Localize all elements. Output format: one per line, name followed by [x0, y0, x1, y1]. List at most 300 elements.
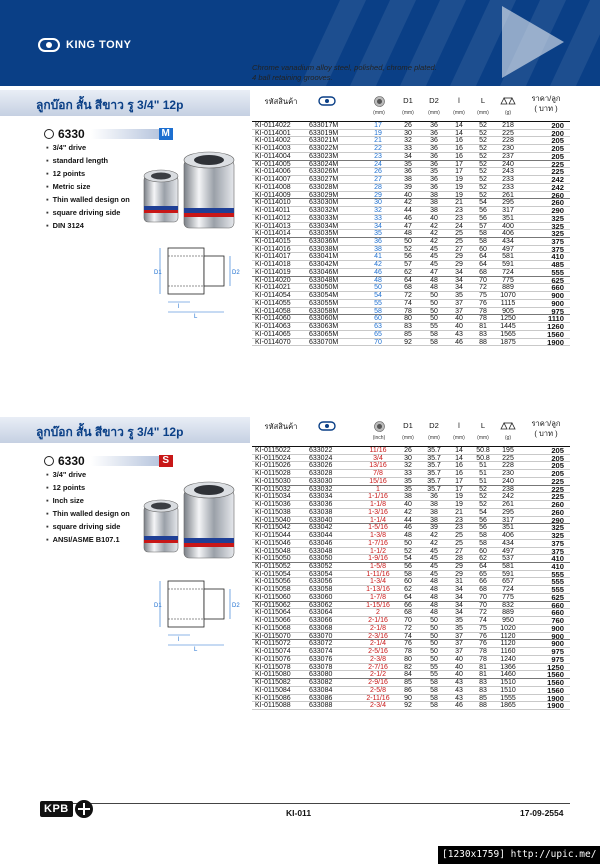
cell-price: 410 — [551, 252, 564, 262]
watermark: [1230x1759] http://upic.me/ — [438, 846, 600, 864]
cell-ref: 633054 — [309, 570, 333, 578]
cell-weight: 1120 — [500, 640, 516, 648]
cell-l1: 35 — [455, 624, 463, 632]
inch-tag: S — [159, 455, 173, 467]
cell-l1: 34 — [455, 601, 463, 609]
cell-d1: 56 — [404, 563, 412, 571]
cell-l1: 34 — [455, 609, 463, 617]
cell-size: 60 — [374, 315, 382, 323]
cell-code: KI-0114021 — [255, 284, 291, 292]
cell-l1: 17 — [455, 160, 463, 168]
cell-d2: 45 — [430, 245, 438, 253]
cell-price: 975 — [551, 654, 564, 664]
brand-logo — [38, 38, 131, 52]
cell-size: 1-3/16 — [368, 508, 388, 516]
table-row — [252, 447, 570, 455]
cell-d2: 38 — [430, 207, 438, 215]
cell-l1: 17 — [455, 168, 463, 176]
table-row — [252, 555, 570, 563]
cell-weight: 295 — [502, 199, 514, 207]
cell-size: 2-1/2 — [370, 671, 386, 679]
cell-l1: 37 — [455, 307, 463, 315]
cell-l: 75 — [479, 624, 487, 632]
cell-code: KI-0115050 — [255, 555, 291, 563]
cell-ref: 633021M — [309, 137, 339, 145]
cell-size: 42 — [374, 261, 382, 269]
cell-l: 78 — [479, 655, 487, 663]
cell-d2: 36 — [430, 145, 438, 153]
table-row — [252, 238, 570, 246]
table-header — [252, 415, 570, 447]
dimension-diagram-inch — [150, 575, 238, 651]
cell-size: 2-7/16 — [368, 663, 388, 671]
cell-l1: 24 — [455, 222, 463, 230]
cell-d2: 48 — [430, 284, 438, 292]
table-row — [252, 695, 570, 703]
cell-d2: 45 — [430, 547, 438, 555]
cell-d2: 50 — [430, 655, 438, 663]
cell-l: 58 — [479, 238, 487, 246]
cell-size: 2-3/8 — [370, 655, 386, 663]
cell-size: 29 — [374, 191, 382, 199]
cell-size: 2-5/8 — [370, 686, 386, 694]
cell-ref: 633040 — [309, 516, 333, 524]
table-row — [252, 145, 570, 153]
cell-size: 55 — [374, 299, 382, 307]
cell-l1: 23 — [455, 516, 463, 524]
cell-d1: 76 — [404, 640, 412, 648]
cell-d2: 42 — [430, 532, 438, 540]
weight-icon — [495, 96, 521, 107]
cell-weight: 581 — [502, 253, 514, 261]
cell-l: 76 — [479, 640, 487, 648]
metric-size-table — [252, 90, 570, 346]
table-row — [252, 168, 570, 176]
table-row — [252, 548, 570, 556]
cell-size: 54 — [374, 292, 382, 300]
cell-code: KI-0115026 — [255, 462, 291, 470]
cell-d1: 90 — [404, 694, 412, 702]
cell-l: 70 — [479, 601, 487, 609]
cell-l1: 29 — [455, 261, 463, 269]
circle-icon — [44, 456, 54, 466]
cell-d1: 40 — [404, 501, 412, 509]
cell-size: 1-11/16 — [366, 570, 390, 578]
cell-weight: 1120 — [500, 632, 516, 640]
table-row — [252, 277, 570, 285]
cell-l1: 28 — [455, 555, 463, 563]
table-row — [252, 315, 570, 323]
brand-name: KING TONY — [66, 39, 132, 51]
cell-ref: 633055M — [309, 299, 339, 307]
cell-weight: 581 — [502, 563, 514, 571]
table-row — [252, 462, 570, 470]
cell-l: 51 — [479, 470, 487, 478]
cell-l: 50.8 — [476, 447, 490, 454]
cell-weight: 889 — [502, 284, 514, 292]
cell-d2: 58 — [430, 702, 438, 710]
cell-weight: 233 — [502, 176, 514, 184]
cell-d2: 35.7 — [427, 470, 441, 478]
cell-d2: 35.7 — [427, 477, 441, 485]
cell-ref: 633022M — [309, 145, 339, 153]
cell-d1: 64 — [404, 593, 412, 601]
cell-l: 56 — [479, 207, 487, 215]
cell-code: KI-0115064 — [255, 609, 291, 617]
cell-price: 225 — [551, 159, 564, 169]
cell-l1: 25 — [455, 238, 463, 246]
cell-code: KI-0115056 — [255, 578, 291, 586]
feature-item: ▪ 12 points — [46, 481, 130, 494]
cell-code: KI-0114009 — [255, 191, 291, 199]
cell-d1: 52 — [404, 547, 412, 555]
cell-d2: 58 — [430, 694, 438, 702]
cell-weight: 238 — [502, 485, 514, 493]
cell-price: 1260 — [547, 322, 564, 332]
cell-d2: 36 — [430, 122, 438, 129]
cell-weight: 228 — [502, 462, 514, 470]
cell-weight: 1070 — [500, 292, 516, 300]
cell-d1: 66 — [404, 601, 412, 609]
cell-d1: 80 — [404, 315, 412, 323]
cell-code: KI-0115072 — [255, 640, 291, 648]
cell-d2: 50 — [430, 617, 438, 625]
cell-weight: 225 — [502, 129, 514, 137]
inch-section-title: ลูกบ๊อก สั้น สีขาว รู 3/4" 12p — [36, 425, 184, 439]
cell-size: 38 — [374, 245, 382, 253]
cell-size: 2-3/16 — [368, 632, 388, 640]
cell-weight: 1020 — [500, 624, 516, 632]
cell-ref: 633032 — [309, 485, 333, 493]
cell-l1: 34 — [455, 276, 463, 284]
cell-d2: 35 — [430, 168, 438, 176]
cell-price: 1560 — [547, 685, 564, 695]
table-row — [252, 594, 570, 602]
cell-l: 72 — [479, 609, 487, 617]
cell-ref: 633017M — [309, 122, 339, 129]
cell-price: 205 — [551, 144, 564, 154]
table-row — [252, 176, 570, 184]
cell-l: 85 — [479, 694, 487, 702]
cell-d1: 26 — [404, 122, 412, 129]
cell-price: 200 — [551, 128, 564, 138]
cell-l: 52 — [479, 129, 487, 137]
cell-l1: 25 — [455, 230, 463, 238]
cell-d2: 36 — [430, 176, 438, 184]
l1-label: l — [178, 304, 180, 310]
cell-ref: 633048M — [309, 276, 339, 284]
cell-l: 75 — [479, 292, 487, 300]
cell-price: 1110 — [547, 314, 564, 324]
cell-l: 81 — [479, 323, 487, 331]
cell-d2: 50 — [430, 632, 438, 640]
cell-d1: 84 — [404, 671, 412, 679]
cell-l1: 14 — [455, 454, 463, 462]
table-row — [252, 633, 570, 641]
cell-d2: 48 — [430, 586, 438, 594]
cell-d2: 35.7 — [427, 454, 441, 462]
cell-price: 242 — [551, 182, 564, 192]
inch-section-banner — [0, 417, 250, 443]
table-row — [252, 184, 570, 192]
cell-d1: 56 — [404, 253, 412, 261]
cell-ref: 633052 — [309, 563, 333, 571]
cell-ref: 633028M — [309, 183, 339, 191]
cell-weight: 230 — [502, 470, 514, 478]
cell-d1: 33 — [404, 145, 412, 153]
cell-weight: 237 — [502, 152, 514, 160]
cell-l1: 16 — [455, 145, 463, 153]
cell-price: 225 — [551, 492, 564, 502]
cell-size: 21 — [374, 137, 382, 145]
cell-l1: 19 — [455, 176, 463, 184]
cell-l: 70 — [479, 593, 487, 601]
cell-ref: 633050 — [309, 555, 333, 563]
cell-size: 50 — [374, 284, 382, 292]
cell-ref: 633048 — [309, 547, 333, 555]
cell-ref: 633022 — [309, 447, 333, 454]
cell-code: KI-0114001 — [255, 129, 291, 137]
table-row — [252, 640, 570, 648]
cell-d1: 72 — [404, 624, 412, 632]
cell-price: 242 — [551, 175, 564, 185]
cell-price: 900 — [551, 623, 564, 633]
table-row — [252, 617, 570, 625]
cell-d1: 85 — [404, 330, 412, 338]
cell-d1: 47 — [404, 222, 412, 230]
cell-size: 13/16 — [369, 462, 387, 470]
table-row — [252, 671, 570, 679]
col-code: รหัสสินค้า — [264, 422, 298, 431]
cell-code: KI-0114058 — [255, 307, 291, 315]
cell-ref: 633034 — [309, 493, 333, 501]
cell-d2: 50 — [430, 648, 438, 656]
cell-l1: 19 — [455, 501, 463, 509]
cell-l: 52 — [479, 160, 487, 168]
cell-ref: 633066 — [309, 617, 333, 625]
socket-end-icon — [362, 421, 396, 434]
cell-l1: 40 — [455, 655, 463, 663]
col-d2-unit: (mm) — [428, 435, 440, 441]
cell-weight: 351 — [502, 214, 514, 222]
cell-weight: 225 — [502, 454, 514, 462]
table-row — [252, 625, 570, 633]
cell-weight: 1445 — [500, 323, 516, 331]
cell-d2: 35.7 — [427, 447, 441, 454]
cell-size: 58 — [374, 307, 382, 315]
cell-d2: 36 — [430, 152, 438, 160]
cell-l: 78 — [479, 648, 487, 656]
cell-code: KI-0115074 — [255, 648, 291, 656]
cell-l: 78 — [479, 315, 487, 323]
cell-d1: 86 — [404, 686, 412, 694]
cell-d2: 42 — [430, 539, 438, 547]
cell-size: 33 — [374, 214, 382, 222]
cell-l: 88 — [479, 338, 487, 346]
cell-l: 64 — [479, 563, 487, 571]
series-code: 6330 — [58, 454, 85, 468]
table-row — [252, 648, 570, 656]
table-row — [252, 130, 570, 138]
cell-ref: 633024 — [309, 454, 333, 462]
cell-l1: 25 — [455, 532, 463, 540]
table-row — [252, 664, 570, 672]
cell-size: 2-9/16 — [368, 679, 388, 687]
cell-price: 660 — [551, 608, 564, 618]
col-l1: l — [458, 96, 460, 105]
cell-price: 555 — [551, 585, 564, 595]
cell-d2: 50 — [430, 640, 438, 648]
cell-code: KI-0114055 — [255, 299, 291, 307]
cell-weight: 261 — [502, 191, 514, 199]
cell-weight: 724 — [502, 268, 514, 276]
cell-weight: 497 — [502, 547, 514, 555]
cell-code: KI-0115076 — [255, 655, 291, 663]
cell-l1: 40 — [455, 315, 463, 323]
cell-price: 325 — [551, 213, 564, 223]
cell-size: 70 — [374, 338, 382, 346]
cell-d2: 36 — [430, 183, 438, 191]
cell-l1: 14 — [455, 447, 463, 454]
cell-weight: 657 — [502, 578, 514, 586]
cell-weight: 317 — [502, 207, 514, 215]
table-row — [252, 687, 570, 695]
table-row — [252, 261, 570, 269]
cell-size: 1-1/2 — [370, 547, 386, 555]
table-row — [252, 122, 570, 130]
cell-d1: 34 — [404, 152, 412, 160]
cell-d1: 35 — [404, 477, 412, 485]
cell-size: 63 — [374, 323, 382, 331]
col-d2: D2 — [429, 421, 439, 430]
cell-weight: 775 — [502, 276, 514, 284]
cell-code: KI-0114002 — [255, 137, 291, 145]
col-weight-unit: (g) — [504, 435, 512, 441]
cell-size: 41 — [374, 253, 382, 261]
cell-code: KI-0115054 — [255, 570, 291, 578]
table-header — [252, 90, 570, 122]
cell-d2: 50 — [430, 307, 438, 315]
cell-l: 50.8 — [476, 454, 490, 462]
metric-section-banner — [0, 90, 250, 116]
cell-ref: 633070 — [309, 632, 333, 640]
table-row — [252, 571, 570, 579]
feature-item: ▪ Inch size — [46, 494, 130, 507]
cell-price: 625 — [551, 592, 564, 602]
cell-weight: 218 — [502, 122, 514, 129]
cell-price: 375 — [551, 538, 564, 548]
cell-code: KI-0114060 — [255, 315, 291, 323]
cell-l: 66 — [479, 578, 487, 586]
cell-size: 28 — [374, 183, 382, 191]
cell-ref: 633078 — [309, 663, 333, 671]
table-row — [252, 455, 570, 463]
cell-price: 1900 — [547, 693, 564, 703]
cell-d1: 32 — [404, 137, 412, 145]
inch-size-table — [252, 415, 570, 710]
feature-item: ▪ DIN 3124 — [46, 219, 130, 232]
cell-code: KI-0115038 — [255, 508, 291, 516]
cell-code: KI-0115082 — [255, 679, 291, 687]
cell-l: 52 — [479, 191, 487, 199]
cell-weight: 1366 — [500, 663, 516, 671]
cell-price: 225 — [551, 167, 564, 177]
cell-ref: 633026M — [309, 168, 339, 176]
table-row — [252, 300, 570, 308]
cell-d2: 58 — [430, 679, 438, 687]
cell-weight: 497 — [502, 245, 514, 253]
cell-weight: 434 — [502, 539, 514, 547]
cell-price: 1900 — [547, 337, 564, 347]
cell-code: KI-0115062 — [255, 601, 291, 609]
table-row — [252, 215, 570, 223]
cell-ref: 633038 — [309, 508, 333, 516]
cell-price: 975 — [551, 306, 564, 316]
cell-code: KI-0115084 — [255, 686, 291, 694]
cell-l1: 31 — [455, 578, 463, 586]
cell-l: 52 — [479, 176, 487, 184]
cell-l: 52 — [479, 137, 487, 145]
cell-price: 1560 — [547, 670, 564, 680]
cell-l: 52 — [479, 145, 487, 153]
cell-ref: 633072 — [309, 640, 333, 648]
cell-l1: 29 — [455, 570, 463, 578]
table-row — [252, 137, 570, 145]
table-row — [252, 517, 570, 525]
cell-size: 26 — [374, 168, 382, 176]
cell-d1: 42 — [404, 199, 412, 207]
cell-price: 260 — [551, 190, 564, 200]
description-line: Chrome vanadium alloy steel, polished, chrome plated. — [252, 63, 437, 72]
cell-size: 22 — [374, 145, 382, 153]
cell-ref: 633046 — [309, 539, 333, 547]
table-row — [252, 269, 570, 277]
cell-code: KI-0115066 — [255, 617, 291, 625]
col-d1-unit: (mm) — [402, 110, 414, 116]
table-row — [252, 578, 570, 586]
cell-ref: 633054M — [309, 292, 339, 300]
feature-item: ▪ 3/4" drive — [46, 468, 130, 481]
cell-price: 660 — [551, 283, 564, 293]
dimension-diagram-metric — [150, 242, 238, 318]
cell-d1: 60 — [404, 578, 412, 586]
cell-l: 60 — [479, 245, 487, 253]
cell-l1: 23 — [455, 214, 463, 222]
cell-size: 1-1/8 — [370, 501, 386, 509]
cell-l: 70 — [479, 276, 487, 284]
table-row — [252, 609, 570, 617]
cell-d1: 64 — [404, 276, 412, 284]
cell-l: 74 — [479, 617, 487, 625]
cell-d2: 38 — [430, 516, 438, 524]
cell-l: 78 — [479, 307, 487, 315]
cell-ref: 633063M — [309, 323, 339, 331]
cell-price: 555 — [551, 267, 564, 277]
cell-code: KI-0115030 — [255, 477, 291, 485]
cell-code: KI-0114022 — [255, 122, 291, 129]
cell-l1: 34 — [455, 284, 463, 292]
cell-l: 54 — [479, 199, 487, 207]
cell-l: 56 — [479, 214, 487, 222]
cell-code: KI-0114017 — [255, 253, 291, 261]
cell-d2: 48 — [430, 276, 438, 284]
cell-price: 625 — [551, 275, 564, 285]
cell-l1: 16 — [455, 152, 463, 160]
cell-weight: 351 — [502, 524, 514, 532]
socket-photo-inch — [140, 480, 240, 572]
cell-code: KI-0114019 — [255, 268, 291, 276]
cell-size: 15/16 — [369, 477, 387, 485]
